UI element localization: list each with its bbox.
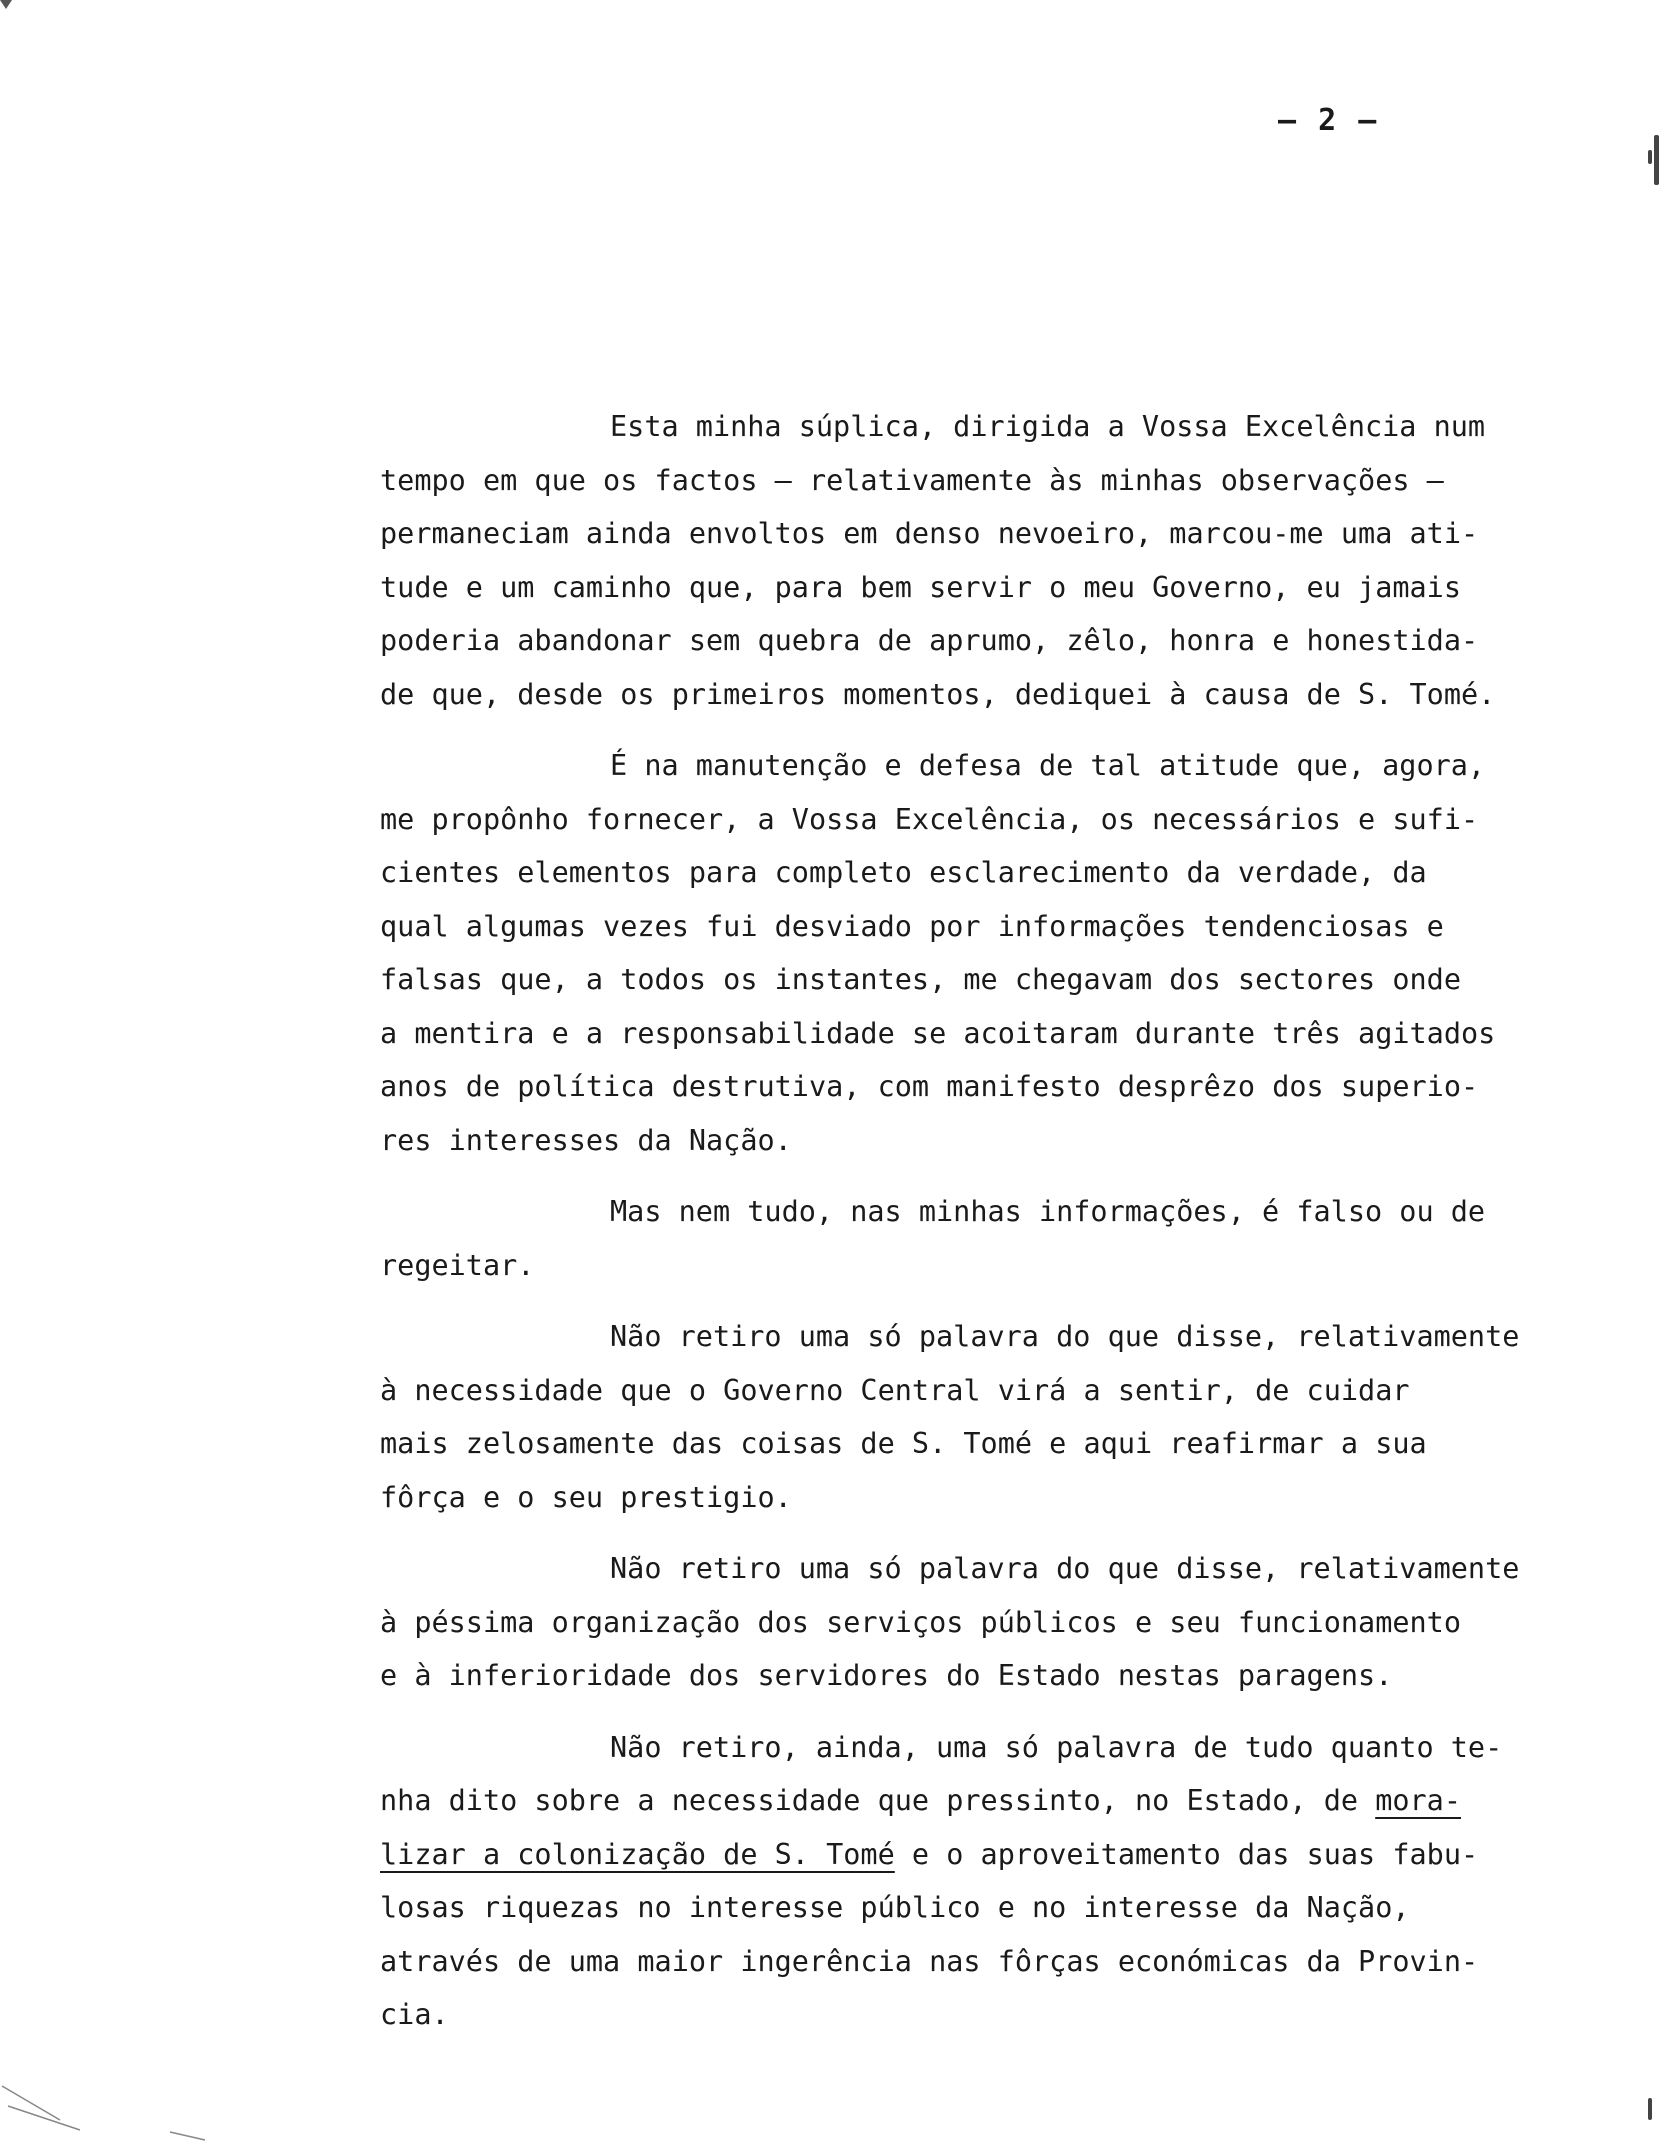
text-line: Mas nem tudo, nas minhas informações, é falso ou de <box>610 1195 1486 1228</box>
text-line: res interesses da Nação. <box>380 1123 792 1157</box>
letter-body <box>380 400 1670 2060</box>
text-line: mais zelosamente das coisas de S. Tomé e aqui reafirmar a sua <box>380 1427 1427 1460</box>
text-line <box>380 1828 1670 1882</box>
paragraph <box>380 1310 1670 1524</box>
text-line: à necessidade que o Governo Central virá a sentir, de cuidar <box>380 1373 1410 1407</box>
paragraph <box>380 1185 1670 1292</box>
text-line: regeitar. <box>380 1248 535 1282</box>
text-line: qual algumas vezes fui desviado por informações tendenciosas e <box>380 909 1444 943</box>
text-line: Esta minha súplica, dirigida a Vossa Excelência num <box>610 410 1486 443</box>
paragraph <box>380 739 1670 1167</box>
text-line: anos de política destrutiva, com manifesto desprêzo dos superio- <box>380 1070 1479 1103</box>
paragraph <box>380 400 1670 721</box>
paragraph <box>380 1542 1670 1703</box>
text-line: falsas que, a todos os instantes, me chegavam dos sectores onde <box>380 963 1461 996</box>
text-line <box>380 1774 1670 1828</box>
text-fragment: e o aproveitamento das suas fabu- <box>894 1837 1479 1871</box>
text-line: permaneciam ainda envoltos em denso nevoeiro, marcou-me uma ati- <box>380 517 1479 550</box>
text-line: me propônho fornecer, a Vossa Excelência, os necessários e sufi- <box>380 802 1479 836</box>
text-line: tempo em que os factos — relativamente às minhas observações — <box>380 463 1444 497</box>
text-line: cia. <box>380 1998 449 2031</box>
text-line: Não retiro uma só palavra do que disse, relativamente <box>610 1552 1520 1585</box>
text-line: tude e um caminho que, para bem servir o meu Governo, eu jamais <box>380 570 1461 604</box>
staple-mark <box>1654 135 1659 185</box>
text-line: cientes elementos para completo esclarecimento da verdade, da <box>380 856 1427 889</box>
text-line: e à inferioridade dos servidores do Estado nestas paragens. <box>380 1659 1393 1692</box>
margin-mark-bottom <box>1648 2098 1652 2120</box>
underlined-phrase: mora- <box>1375 1784 1461 1817</box>
text-line: poderia abandonar sem quebra de aprumo, zêlo, honra e honestida- <box>380 624 1479 657</box>
corner-scribble-mark <box>0 2080 240 2144</box>
underlined-phrase: lizar a colonização de S. Tomé <box>380 1837 895 1871</box>
text-fragment: nha dito sobre a necessidade que pressinto, no Estado, de <box>380 1784 1376 1817</box>
text-line: fôrça e o seu prestigio. <box>380 1480 792 1514</box>
text-line: Não retiro, ainda, uma só palavra de tudo quanto te- <box>610 1730 1503 1764</box>
text-line: É na manutenção e defesa de tal atitude que, agora, <box>610 749 1486 782</box>
text-line: a mentira e a responsabilidade se acoitaram durante três agitados <box>380 1016 1496 1050</box>
text-line: Não retiro uma só palavra do que disse, relativamente <box>610 1320 1520 1353</box>
corner-fold-mark <box>0 0 12 9</box>
text-line: através de uma maior ingerência nas fôrças económicas da Provin- <box>380 1944 1479 1978</box>
text-line: losas riquezas no interesse público e no interesse da Nação, <box>380 1891 1410 1924</box>
page-number: — 2 — <box>1278 103 1379 138</box>
text-line: à péssima organização dos serviços públicos e seu funcionamento <box>380 1605 1461 1639</box>
staple-mark-detail <box>1648 150 1652 164</box>
paragraph <box>380 1721 1670 2042</box>
text-line: de que, desde os primeiros momentos, dediquei à causa de S. Tomé. <box>380 677 1496 711</box>
